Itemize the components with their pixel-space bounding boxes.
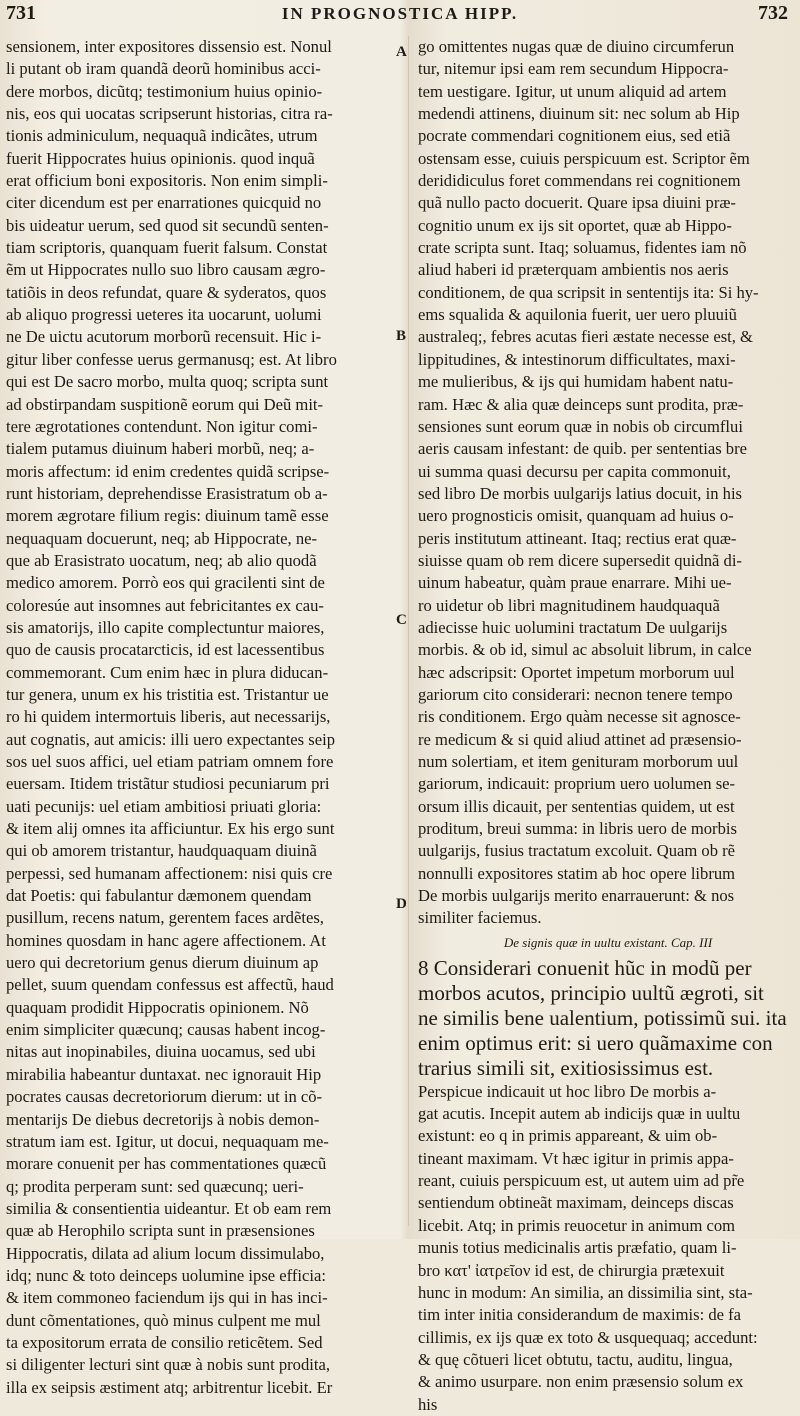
text-line: euersam. Itidem tristãtur studiosi pecuniarum pri (6, 774, 330, 794)
text-line: q; prodita perperam sunt: sed quæcunq; ueri- (6, 1176, 304, 1196)
aphorism-line: morbos acutos, principio uultũ ægroti, sit (418, 980, 764, 1005)
text-line: medendi attinens, diuinum sit: nec solum ab Hip (418, 104, 740, 124)
text-line: & animo usurpare. non enim præsensio solum ex (418, 1372, 744, 1392)
text-line: dunt cõmentationes, quò minus culpent me mul (6, 1310, 321, 1330)
text-line: uulgarijs, fusius tractatum excoluit. Quam ob rẽ (418, 841, 736, 861)
text-line: erat officium boni expositoris. Non enim simpli- (6, 171, 328, 191)
text-line: commemorant. Cum enim hæc in plura diducan- (6, 662, 329, 682)
text-line: si diligenter lecturi sint quæ à nobis sunt prodita, (6, 1355, 330, 1375)
text-line: ta expositorum errata de consilio reticẽtem. Sed (6, 1332, 323, 1352)
text-line: ram. Hæc & alia quæ deinceps sunt prodita, præ- (418, 394, 744, 414)
text-line: morem ægrotare filium regis: diuinum tamẽ esse (6, 506, 329, 526)
text-line: australeq;, febres acutas fieri æstate necesse est, & (418, 327, 753, 347)
aphorism-line: ne similis bene ualentium, potissimũ sui. ita (418, 1005, 787, 1030)
right-column (418, 36, 798, 1414)
text-line: sensionem, inter expositores dissensio est. Nonul (6, 37, 332, 56)
text-line: dere morbos, dicũtq; testimonium huius opinio- (6, 81, 323, 101)
text-line: crate scripta sunt. Itaq; soluamus, fidentes iam nõ (418, 238, 747, 258)
text-line: que ab Erasistrato uocatum, neq; ab alio quodã (6, 550, 317, 570)
text-line: sis amatorijs, illo capite complectuntur maiores, (6, 617, 325, 637)
page-number-right: 732 (758, 2, 788, 24)
text-line: morbis. & ob id, simul ac absoluit librum, in calce (418, 640, 752, 660)
text-line: proditum, breui summa: in libris uero de morbis (418, 819, 737, 839)
text-line: ne De uictu acutorum morborũ recensuit. Hic i- (6, 327, 322, 347)
column-gutter (408, 36, 409, 1226)
text-line: tatiõis in deos refundat, quare & syderatos, quos (6, 282, 327, 302)
text-line: sensiones sunt eorum quæ in nobis ob circumflui (418, 416, 743, 436)
text-line: similia & consentientia uideantur. Et ob eam rem (6, 1198, 332, 1218)
text-line: mentarijs De diebus decretorijs à nobis demon- (6, 1109, 320, 1129)
text-line: tere ægrotationes contendunt. Non igitur comi- (6, 416, 318, 436)
running-title: IN PROGNOSTICA HIPP. (281, 4, 519, 23)
text-line: perpessi, sed humanam affectionem: nisi quis cre (6, 863, 333, 883)
text-line: cognitio unum ex ijs sit oportet, quæ ab Hippo- (418, 215, 732, 235)
text-line: uero qui decretorium genus dierum diuinum ap (6, 953, 319, 973)
text-line: gariorum cito considerari: necnon tenere tempo (418, 684, 733, 704)
text-line: peris institutum attineant. Itaq; rectius erat quæ- (418, 528, 737, 548)
text-line: dat Poetis: qui fabulantur dæmonem quendam (6, 886, 312, 906)
text-line: ui summa quasi decursu per capita commonuit, (418, 461, 731, 481)
text-line: morare conuenit per has commentationes quæcũ (6, 1154, 327, 1174)
margin-letter-c: C (396, 612, 407, 628)
text-line: stratum iam est. Igitur, ut docui, nequaquam me- (6, 1131, 329, 1151)
text-line: idq; nunc & toto deinceps uolumine ipse efficia: (6, 1265, 326, 1285)
text-line: & item alij omnes ita afficiuntur. Ex his ergo sunt (6, 819, 335, 839)
right-column-commentary-continued (418, 1081, 798, 1416)
text-line: pocrate commendari cognitionem eius, sed etiã (418, 126, 731, 146)
text-line: Perspicue indicauit ut hoc libro De morbis a- (418, 1081, 717, 1101)
page-number-left: 731 (6, 2, 36, 24)
text-line: num solertiam, et item genituram morborum uul (418, 752, 739, 771)
text-line: hæc adscripsit: Oportet impetum morborum uul (418, 662, 735, 682)
text-line: homines quosdam in hanc agere affectionem. At (6, 930, 326, 950)
right-column-commentary (418, 36, 798, 930)
text-line: existunt: eo q in primis appareant, & uim ob- (418, 1126, 718, 1146)
text-line: gariorum, indicauit: proprium uero uolumen se- (418, 774, 736, 794)
text-line: tionis adminiculum, nequaquã indicãtes, utrum (6, 126, 318, 146)
text-line: Hippocratis, dilata ad alium locum dissimulabo, (6, 1243, 325, 1263)
text-line: nis, eos qui uocatas scripserunt historias, citra ra- (6, 104, 333, 124)
text-line: tineant maximam. Vt hæc igitur in primis appa- (418, 1148, 734, 1168)
text-line: his (418, 1394, 438, 1414)
text-line: tur, nitemur ipsi eam rem secundum Hippocra- (418, 59, 729, 79)
aphorism-line: trarius simili sit, exitiosissimus est. (418, 1055, 714, 1080)
text-line: gat acutis. Incepit autem ab indicijs quæ in uultu (418, 1104, 741, 1124)
text-line: tem uestigare. Igitur, ut unum aliquid ad artem (418, 81, 727, 101)
text-line: sos uel suos affici, uel etiam patriam omnem fore (6, 752, 334, 771)
text-line: tim inter initia considerandum de maximis: de fa (418, 1305, 742, 1325)
text-line: bro κατ' ἰατρεῖον id est, de chirurgia prætexuit (418, 1260, 725, 1280)
text-line: runt historiam, deprehendisse Erasistratum ob a- (6, 483, 328, 503)
text-line: enim simpliciter quæcunq; causas habent incog- (6, 1020, 326, 1040)
text-line: re medicum & si quid aliud attinet ad præsensio- (418, 729, 742, 749)
left-column (6, 36, 391, 1397)
text-line: gitur liber confesse uerus germanusq; est. At libro (6, 349, 337, 369)
text-line: fuerit Hippocrates huius opinionis. quod inquã (6, 148, 315, 168)
aphorism-line: 8 Considerari conuenit hũc in modũ per (418, 955, 752, 980)
text-line: tialem putamus diuinum haberi morbũ, neq; a- (6, 439, 315, 459)
text-line: siuisse quam ob rem dicere supersedit quidnã di- (418, 550, 742, 570)
text-line: qui ob amorem tristantur, haudquaquam diuinã (6, 841, 317, 861)
text-line: nonnulli expositores statim ab hoc opere librum (418, 863, 736, 883)
text-line: pocrates causas decretoriorum dierum: ut in cõ- (6, 1087, 323, 1107)
text-line: li putant ob iram quandã deorũ hominibus acci- (6, 59, 321, 79)
text-line: quaquam prodidit Hippocratis opinionem. Nõ (6, 997, 309, 1017)
text-line: go omittentes nugas quæ de diuino circumferun (418, 37, 735, 56)
text-line: orsum illis dicauit, per sententias quidem, ut est (418, 796, 735, 816)
text-line: me mulieribus, & ijs qui humidam habent natu- (418, 372, 734, 392)
text-line: quo de causis procatarcticis, id est lacessentibus (6, 640, 325, 660)
margin-letter-b: B (396, 328, 407, 344)
text-line: munis totius medicinalis artis præfatio, quam li- (418, 1238, 737, 1258)
text-line: citer dicendum est per enarrationes quicquid no (6, 193, 322, 213)
text-line: similiter faciemus. (418, 908, 542, 928)
text-line: pellet, suum quendam confessus est affectũ, haud (6, 975, 334, 995)
text-line: adiecisse huic uolumini tractatum De uulgarijs (418, 617, 728, 637)
text-line: sentiendum obtineãt maximam, deinceps discas (418, 1193, 734, 1213)
text-line: nequaquam docuerunt, neq; ab Hippocrate, ne- (6, 528, 318, 548)
text-line: cillimis, ex ijs quæ ex toto & usquequaq; accedunt: (418, 1327, 758, 1347)
hippocrates-text (418, 956, 798, 1081)
text-line: illa ex seipsis æstiment atq; arbitrentur licebit. Er (6, 1377, 333, 1397)
text-line: ems squalida & aquilonia fuerit, uer uero pluuiũ (418, 305, 737, 325)
text-line: aut cognatis, aut amicis: illi uero expectantes seip (6, 729, 336, 749)
text-line: hunc in modum: An similia, an dissimilia sint, sta- (418, 1282, 753, 1302)
text-line: De morbis uulgarijs merito enarrauerunt: & nos (418, 886, 735, 906)
text-line: uati pecunijs: uel etiam ambitiosi priuati gloria: (6, 796, 322, 816)
text-line: ab aliquo progressi ueteres ita uocarunt, uolumi (6, 305, 322, 325)
margin-letter-a: A (396, 44, 407, 60)
text-line: ẽm ut Hippocrates nullo suo libro causam ægro- (6, 260, 326, 280)
text-line: tur genera, unum ex his tristitia est. Tristantur ue (6, 684, 329, 704)
text-line: & item commoneo faciendum ijs qui in has inci- (6, 1288, 328, 1308)
text-line: medico amorem. Porrò eos qui gracilenti sint de (6, 573, 325, 593)
text-line: uinum habeatur, quàm praue enarrare. Mihi ue- (418, 573, 732, 593)
text-line: ostensam esse, cuiuis perspicuum est. Scriptor ẽm (418, 148, 750, 168)
text-line: nitas aut inopinabiles, diuina uocamus, sed ubi (6, 1042, 316, 1062)
aphorism-line: enim optimus erit: si uero quãmaxime con (418, 1030, 773, 1055)
text-line: quã nullo pacto docuerit. Quare ipsa diuini præ- (418, 193, 736, 213)
page-header (0, 0, 800, 30)
text-line: & quę cõtueri licet obtutu, tactu, auditu, lingua, (418, 1349, 733, 1369)
text-line: aliud haberi id præterquam ambientis nos aeris (418, 260, 729, 280)
text-line: conditionem, de qua scripsit in sententijs ita: Si hy- (418, 282, 759, 302)
text-line: moris affectum: id enim credentes quidã scripse- (6, 461, 330, 481)
text-line: licebit. Atq; in primis reuocetur in animum com (418, 1215, 736, 1235)
text-line: pusillum, recens natum, gerentem faces ardẽtes, (6, 908, 324, 928)
text-line: lippitudines, & intestinorum difficultates, maxi- (418, 349, 736, 369)
text-line: ro uidetur ob libri magnitudinem haudquaquã (418, 595, 720, 615)
text-line: bis uideatur uerum, sed quod sit secundũ senten- (6, 215, 329, 235)
text-line: aeris causam infestant: de quib. per sententias bre (418, 439, 747, 459)
text-line: qui est De sacro morbo, multa quoq; scripta sunt (6, 372, 329, 392)
text-line: ro hi quidem intermortuis liberis, aut necessarijs, (6, 707, 331, 727)
margin-letter-d: D (396, 896, 407, 912)
text-line: reant, cuiuis perspicuum est, ut autem uim ad pr̃e (418, 1171, 745, 1191)
text-line: coloresúe aut insomnes aut febricitantes ex cau- (6, 595, 324, 615)
chapter-caption: De signis quæ in uultu existant. Cap. III (503, 934, 713, 950)
text-line: ris conditionem. Ergo quàm necesse sit agnosce- (418, 707, 741, 727)
text-line: quæ ab Herophilo scripta sunt in præsensiones (6, 1221, 315, 1241)
text-line: ad obstirpandam suspitionẽ eorum qui Deũ mit- (6, 394, 324, 414)
text-line: sed libro De morbis uulgarijs latius docuit, in his (418, 483, 743, 503)
text-line: mirabilia habeantur duntaxat. nec ignorauit Hip (6, 1064, 322, 1084)
text-line: derididiculus foret commendans rei cognitionem (418, 171, 741, 191)
text-line: tiam scriptoris, quanquam fuerit falsum. Constat (6, 238, 328, 258)
text-line: uero prognosticis omisit, quanquam ad huius o- (418, 506, 734, 526)
